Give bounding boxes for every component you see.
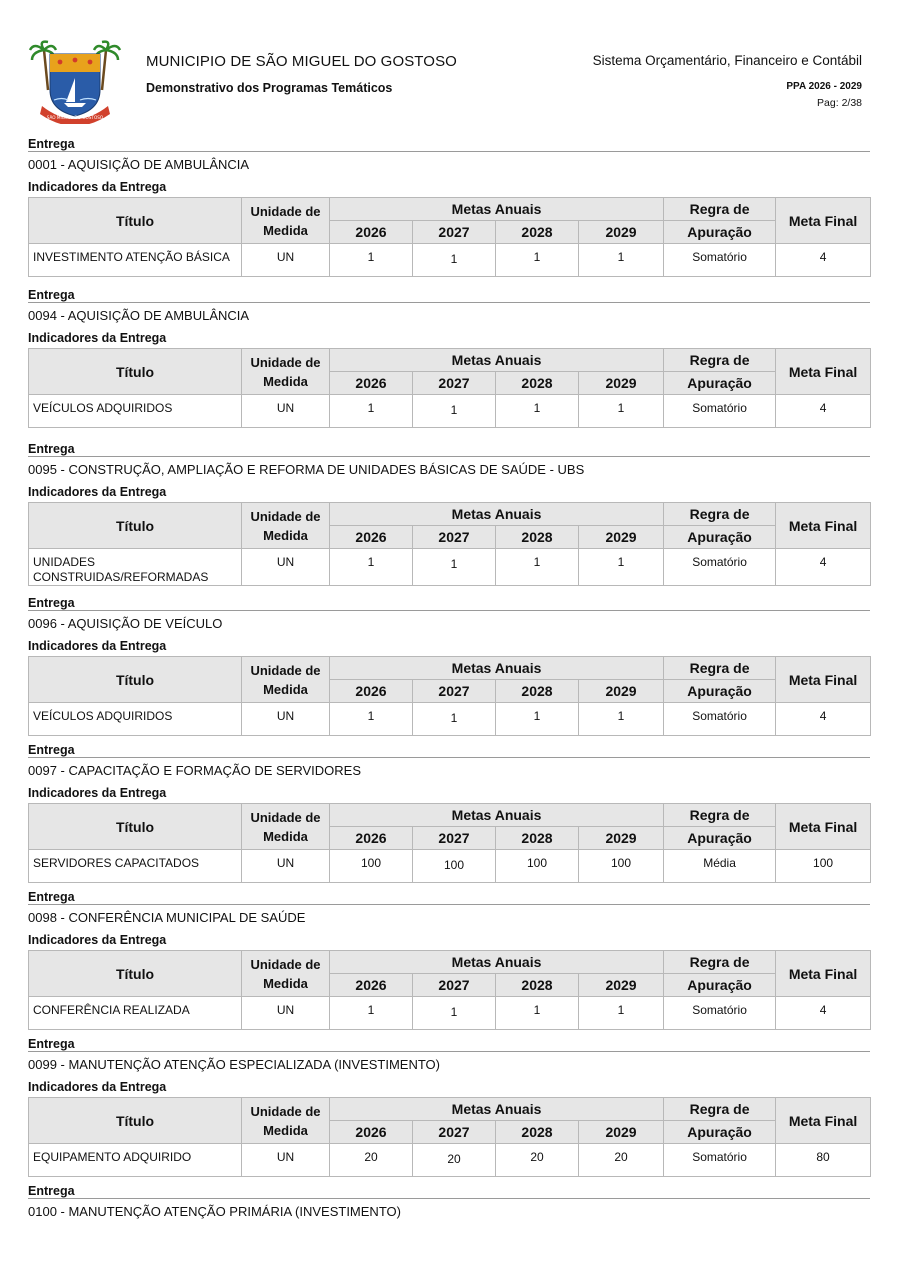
col-regra-header: Regra de (664, 951, 776, 974)
table-row (29, 549, 871, 586)
cell-2028: 1 (496, 997, 579, 1030)
table-row (29, 703, 871, 736)
cell-meta-final: 80 (776, 1144, 871, 1177)
cell-2026: 1 (330, 703, 413, 736)
cell-titulo: SERVIDORES CAPACITADOS (29, 850, 242, 883)
cell-unidade: UN (242, 244, 330, 277)
cell-2026: 100 (330, 850, 413, 883)
cell-regra: Somatório (664, 549, 776, 586)
col-regra-header-2: Apuração (664, 827, 776, 850)
cell-2028: 1 (496, 549, 579, 586)
cell-titulo: UNIDADES CONSTRUIDAS/REFORMADAS (29, 549, 242, 586)
cell-regra: Somatório (664, 395, 776, 428)
entrega-title: 0097 - CAPACITAÇÃO E FORMAÇÃO DE SERVIDORES (28, 763, 362, 778)
indicadores-label: Indicadores da Entrega (28, 639, 167, 653)
entrega-title: 0095 - CONSTRUÇÃO, AMPLIAÇÃO E REFORMA DE UNIDADES BÁSICAS DE SAÚDE - UBS (28, 462, 585, 477)
cell-2029: 1 (579, 549, 664, 586)
col-titulo-header: Título (29, 951, 242, 997)
entrega-label: Entrega (28, 1036, 870, 1052)
entrega-title: 0096 - AQUISIÇÃO DE VEÍCULO (28, 616, 223, 631)
cell-titulo: CONFERÊNCIA REALIZADA (29, 997, 242, 1030)
col-regra-header-2: Apuração (664, 1121, 776, 1144)
cell-unidade: UN (242, 1144, 330, 1177)
col-year-header: 2028 (496, 827, 579, 850)
entrega-label: Entrega (28, 595, 870, 611)
ppa-period: PPA 2026 - 2029 (786, 81, 862, 92)
col-titulo-header: Título (29, 657, 242, 703)
col-regra-header-2: Apuração (664, 974, 776, 997)
table-row (29, 1144, 871, 1177)
col-unidade-header: Unidade de Medida (242, 349, 330, 395)
col-year-header: 2028 (496, 974, 579, 997)
cell-2027: 20 (413, 1144, 496, 1177)
cell-2027: 1 (413, 997, 496, 1030)
cell-regra: Somatório (664, 244, 776, 277)
table-row (29, 395, 871, 428)
col-regra-header-2: Apuração (664, 526, 776, 549)
indicadores-label: Indicadores da Entrega (28, 331, 167, 345)
indicadores-table (28, 502, 871, 586)
cell-unidade: UN (242, 703, 330, 736)
indicadores-table (28, 656, 871, 736)
entrega-section (28, 889, 870, 1036)
col-regra-header-2: Apuração (664, 372, 776, 395)
cell-2029: 1 (579, 395, 664, 428)
col-regra-header: Regra de (664, 349, 776, 372)
col-year-header: 2026 (330, 372, 413, 395)
entrega-section (28, 1036, 870, 1183)
col-year-header: 2026 (330, 526, 413, 549)
entrega-title: 0099 - MANUTENÇÃO ATENÇÃO ESPECIALIZADA (INVESTIMENTO) (28, 1057, 440, 1072)
col-meta-final-header: Meta Final (776, 804, 871, 850)
entrega-section (28, 742, 870, 889)
col-meta-final-header: Meta Final (776, 198, 871, 244)
entrega-label: Entrega (28, 889, 870, 905)
col-unidade-header: Unidade de Medida (242, 1098, 330, 1144)
cell-meta-final: 4 (776, 997, 871, 1030)
entrega-section (28, 595, 870, 742)
cell-meta-final: 4 (776, 703, 871, 736)
entrega-title: 0100 - MANUTENÇÃO ATENÇÃO PRIMÁRIA (INVESTIMENTO) (28, 1204, 401, 1219)
entrega-title: 0094 - AQUISIÇÃO DE AMBULÂNCIA (28, 308, 250, 323)
col-regra-header: Regra de (664, 1098, 776, 1121)
col-metas-header: Metas Anuais (330, 657, 664, 680)
col-year-header: 2028 (496, 372, 579, 395)
col-year-header: 2027 (413, 827, 496, 850)
col-metas-header: Metas Anuais (330, 804, 664, 827)
indicadores-table (28, 197, 871, 277)
col-year-header: 2029 (579, 827, 664, 850)
cell-2027: 1 (413, 703, 496, 736)
col-year-header: 2027 (413, 974, 496, 997)
indicadores-label: Indicadores da Entrega (28, 180, 167, 194)
col-year-header: 2026 (330, 680, 413, 703)
cell-2026: 20 (330, 1144, 413, 1177)
entrega-title: 0098 - CONFERÊNCIA MUNICIPAL DE SAÚDE (28, 910, 306, 925)
entrega-label: Entrega (28, 1183, 870, 1199)
col-meta-final-header: Meta Final (776, 349, 871, 395)
cell-unidade: UN (242, 549, 330, 586)
col-regra-header: Regra de (664, 804, 776, 827)
col-metas-header: Metas Anuais (330, 1098, 664, 1121)
cell-2026: 1 (330, 549, 413, 586)
cell-2027: 1 (413, 244, 496, 277)
col-year-header: 2028 (496, 221, 579, 244)
indicadores-label: Indicadores da Entrega (28, 933, 167, 947)
col-unidade-header: Unidade de Medida (242, 804, 330, 850)
table-row (29, 244, 871, 277)
municipality-name: MUNICIPIO DE SÃO MIGUEL DO GOSTOSO (146, 53, 457, 70)
entrega-section (28, 136, 870, 287)
cell-2029: 100 (579, 850, 664, 883)
col-titulo-header: Título (29, 1098, 242, 1144)
cell-2029: 1 (579, 997, 664, 1030)
col-year-header: 2029 (579, 1121, 664, 1144)
cell-2028: 1 (496, 395, 579, 428)
cell-2027: 1 (413, 395, 496, 428)
col-metas-header: Metas Anuais (330, 349, 664, 372)
cell-titulo: VEÍCULOS ADQUIRIDOS (29, 703, 242, 736)
system-name: Sistema Orçamentário, Financeiro e Contábil (592, 53, 862, 68)
cell-2026: 1 (330, 395, 413, 428)
col-metas-header: Metas Anuais (330, 198, 664, 221)
cell-unidade: UN (242, 850, 330, 883)
col-year-header: 2028 (496, 526, 579, 549)
col-year-header: 2026 (330, 1121, 413, 1144)
col-meta-final-header: Meta Final (776, 1098, 871, 1144)
cell-regra: Média (664, 850, 776, 883)
entrega-label: Entrega (28, 742, 870, 758)
col-year-header: 2026 (330, 221, 413, 244)
cell-2029: 1 (579, 703, 664, 736)
col-regra-header: Regra de (664, 503, 776, 526)
indicadores-table (28, 950, 871, 1030)
col-year-header: 2029 (579, 526, 664, 549)
col-unidade-header: Unidade de Medida (242, 657, 330, 703)
col-year-header: 2027 (413, 526, 496, 549)
cell-2028: 1 (496, 703, 579, 736)
report-header (0, 0, 900, 130)
table-row (29, 850, 871, 883)
entrega-label: Entrega (28, 287, 870, 303)
col-meta-final-header: Meta Final (776, 951, 871, 997)
cell-2028: 20 (496, 1144, 579, 1177)
col-titulo-header: Título (29, 503, 242, 549)
cell-2027: 100 (413, 850, 496, 883)
indicadores-label: Indicadores da Entrega (28, 485, 167, 499)
entrega-title: 0001 - AQUISIÇÃO DE AMBULÂNCIA (28, 157, 250, 172)
col-year-header: 2029 (579, 974, 664, 997)
cell-regra: Somatório (664, 997, 776, 1030)
cell-regra: Somatório (664, 1144, 776, 1177)
page-number: Pag: 2/38 (817, 97, 862, 109)
col-year-header: 2026 (330, 974, 413, 997)
col-regra-header: Regra de (664, 657, 776, 680)
report-body (28, 136, 870, 1263)
col-unidade-header: Unidade de Medida (242, 198, 330, 244)
col-year-header: 2028 (496, 1121, 579, 1144)
table-row (29, 997, 871, 1030)
col-year-header: 2027 (413, 372, 496, 395)
cell-2027: 1 (413, 549, 496, 586)
cell-2026: 1 (330, 244, 413, 277)
col-year-header: 2029 (579, 372, 664, 395)
indicadores-table (28, 1097, 871, 1177)
cell-titulo: EQUIPAMENTO ADQUIRIDO (29, 1144, 242, 1177)
cell-meta-final: 100 (776, 850, 871, 883)
cell-regra: Somatório (664, 703, 776, 736)
cell-titulo: VEÍCULOS ADQUIRIDOS (29, 395, 242, 428)
cell-2028: 1 (496, 244, 579, 277)
cell-unidade: UN (242, 395, 330, 428)
col-year-header: 2027 (413, 680, 496, 703)
entrega-label: Entrega (28, 441, 870, 457)
col-metas-header: Metas Anuais (330, 503, 664, 526)
indicadores-label: Indicadores da Entrega (28, 786, 167, 800)
cell-2026: 1 (330, 997, 413, 1030)
cell-2029: 1 (579, 244, 664, 277)
col-meta-final-header: Meta Final (776, 503, 871, 549)
entrega-label: Entrega (28, 136, 870, 152)
cell-meta-final: 4 (776, 244, 871, 277)
indicadores-table (28, 803, 871, 883)
col-year-header: 2029 (579, 680, 664, 703)
col-titulo-header: Título (29, 198, 242, 244)
col-regra-header: Regra de (664, 198, 776, 221)
col-year-header: 2026 (330, 827, 413, 850)
col-regra-header-2: Apuração (664, 680, 776, 703)
cell-2028: 100 (496, 850, 579, 883)
col-year-header: 2029 (579, 221, 664, 244)
col-meta-final-header: Meta Final (776, 657, 871, 703)
cell-2029: 20 (579, 1144, 664, 1177)
col-unidade-header: Unidade de Medida (242, 503, 330, 549)
cell-titulo: INVESTIMENTO ATENÇÃO BÁSICA (29, 244, 242, 277)
entrega-section (28, 441, 870, 595)
col-year-header: 2027 (413, 221, 496, 244)
report-title: Demonstrativo dos Programas Temáticos (146, 81, 393, 95)
cell-meta-final: 4 (776, 549, 871, 586)
col-year-header: 2027 (413, 1121, 496, 1144)
indicadores-label: Indicadores da Entrega (28, 1080, 167, 1094)
municipal-crest-logo (28, 40, 122, 124)
col-unidade-header: Unidade de Medida (242, 951, 330, 997)
entrega-section (28, 287, 870, 441)
col-titulo-header: Título (29, 349, 242, 395)
cell-meta-final: 4 (776, 395, 871, 428)
svg-text:SÃO MIGUEL DO GOSTOSO: SÃO MIGUEL DO GOSTOSO (46, 115, 104, 120)
col-metas-header: Metas Anuais (330, 951, 664, 974)
col-regra-header-2: Apuração (664, 221, 776, 244)
cell-unidade: UN (242, 997, 330, 1030)
indicadores-table (28, 348, 871, 428)
col-year-header: 2028 (496, 680, 579, 703)
entrega-section (28, 1183, 870, 1263)
col-titulo-header: Título (29, 804, 242, 850)
